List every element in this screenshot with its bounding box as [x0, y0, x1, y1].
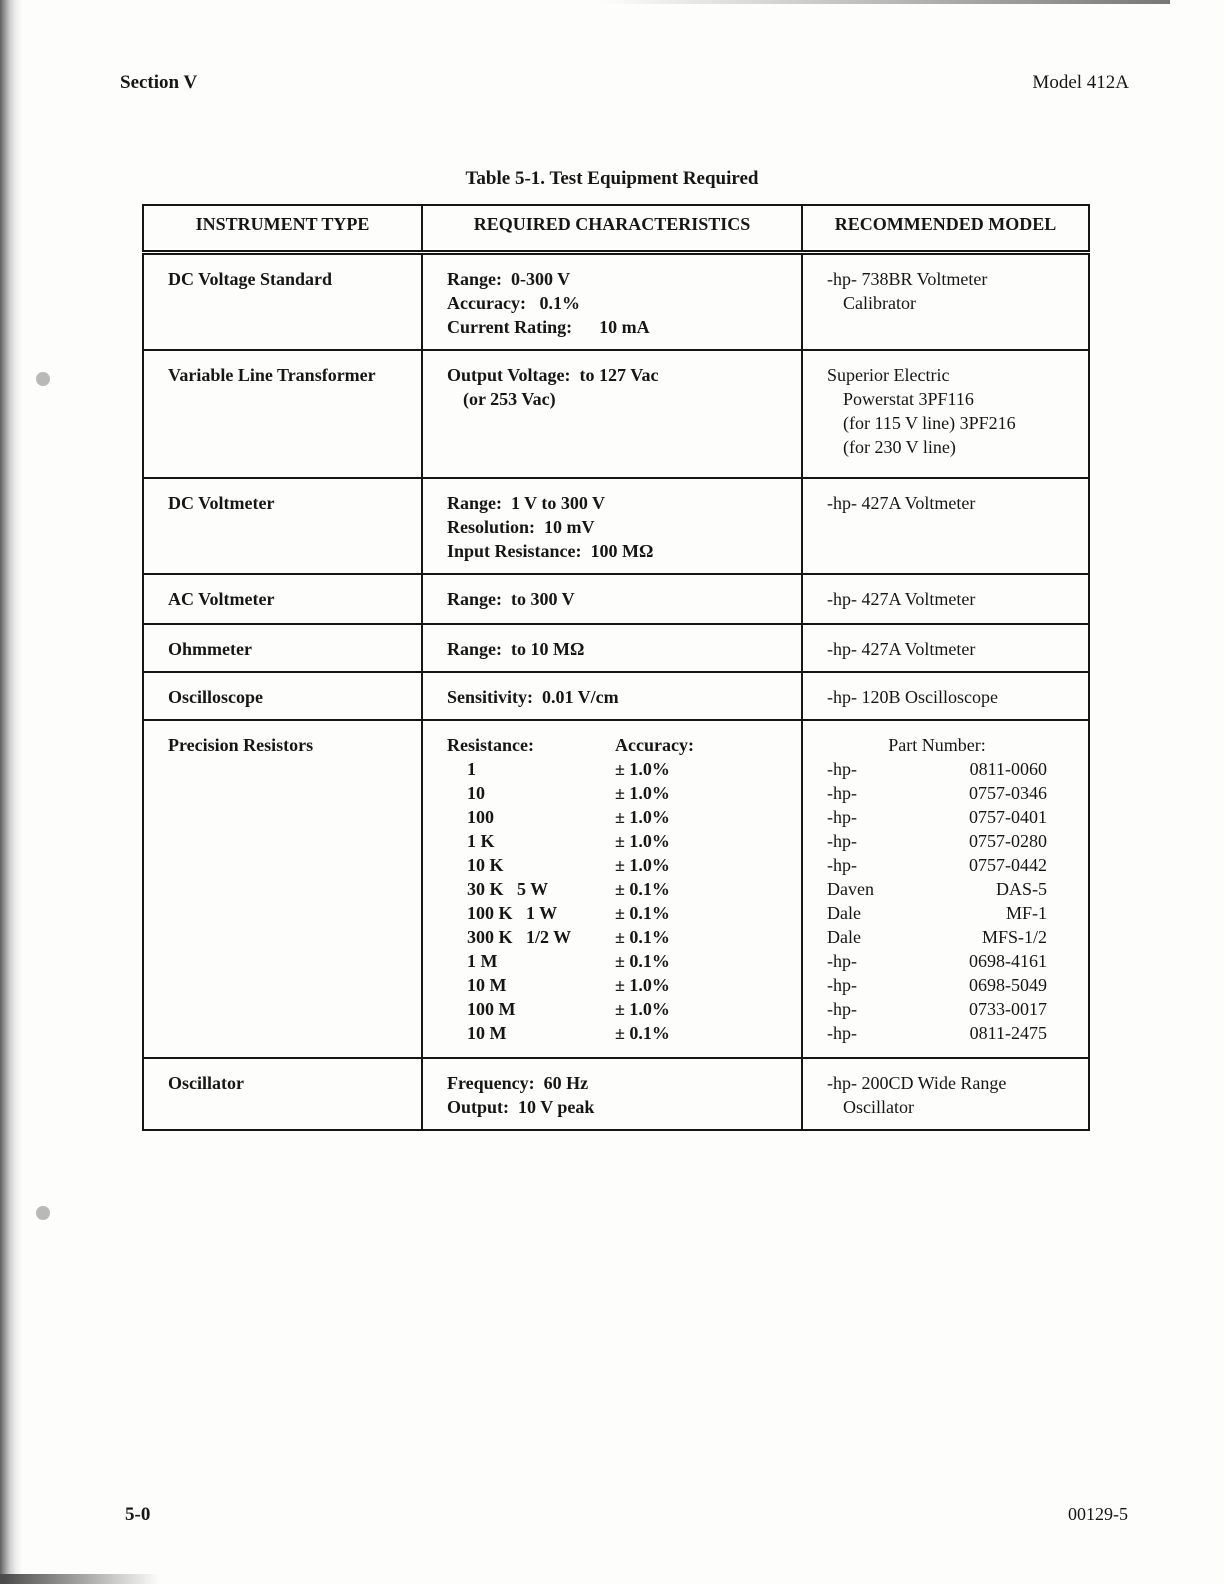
characteristics-cell — [422, 253, 802, 351]
resistance-value: 1 K — [467, 831, 495, 851]
instrument-type-cell: Oscillator — [143, 1058, 422, 1130]
accuracy-value: ± 0.1% — [615, 879, 670, 899]
model-line: Calibrator — [843, 293, 916, 313]
model-label: Model 412A — [1032, 72, 1129, 93]
part-maker: -hp- — [827, 999, 857, 1019]
column-header-recommended-model: RECOMMENDED MODEL — [802, 205, 1089, 253]
resistance-value: 30 K 5 W — [467, 879, 549, 899]
part-maker: -hp- — [827, 831, 857, 851]
table-title: Table 5-1. Test Equipment Required — [465, 168, 759, 189]
table-row — [143, 672, 1089, 720]
resistance-value: 300 K 1/2 W — [467, 927, 572, 947]
test-equipment-table — [142, 204, 1090, 1131]
table-row — [143, 478, 1089, 574]
document-number: 00129-5 — [1068, 1504, 1128, 1524]
accuracy-value: ± 1.0% — [615, 783, 670, 803]
characteristic-line: Output Voltage: to 127 Vac — [447, 365, 659, 385]
model-line: Oscillator — [843, 1097, 914, 1117]
instrument-type-cell: Variable Line Transformer — [143, 350, 422, 478]
characteristic-line: Range: 0-300 V — [447, 269, 571, 289]
part-maker: -hp- — [827, 759, 857, 779]
accuracy-value: ± 1.0% — [615, 759, 670, 779]
scan-top-edge — [600, 0, 1170, 4]
scan-bottom-edge — [0, 1574, 160, 1584]
model-line: -hp- 427A Voltmeter — [827, 639, 976, 659]
characteristics-cell — [422, 720, 802, 1058]
part-maker: Dale — [827, 903, 861, 923]
part-number-value: 0757-0346 — [969, 783, 1047, 803]
instrument-type-cell: Ohmmeter — [143, 624, 422, 672]
table-row — [143, 574, 1089, 624]
accuracy-value: ± 1.0% — [615, 999, 670, 1019]
characteristic-line: Accuracy: 0.1% — [447, 293, 580, 313]
part-maker: -hp- — [827, 807, 857, 827]
resistance-value: 100 M — [467, 999, 516, 1019]
accuracy-value: ± 1.0% — [615, 975, 670, 995]
scan-binding-edge — [0, 0, 22, 1584]
page-number: 5-0 — [125, 1504, 151, 1525]
recommended-model-cell — [802, 720, 1089, 1058]
model-line: -hp- 738BR Voltmeter — [827, 269, 988, 289]
part-number-value: 0733-0017 — [969, 999, 1047, 1019]
resistance-header: Resistance: — [447, 735, 534, 755]
model-line: -hp- 427A Voltmeter — [827, 589, 976, 609]
resistance-value: 1 M — [467, 951, 498, 971]
table-row — [143, 624, 1089, 672]
resistance-value: 10 — [467, 783, 485, 803]
model-line: (for 115 V line) 3PF216 — [843, 413, 1016, 433]
model-line: Superior Electric — [827, 365, 950, 385]
part-number-value: DAS-5 — [995, 879, 1047, 899]
part-maker: -hp- — [827, 951, 857, 971]
characteristic-line: Range: to 10 MΩ — [447, 639, 585, 659]
instrument-type-cell: DC Voltage Standard — [143, 253, 422, 351]
characteristic-line: Current Rating: 10 mA — [447, 317, 650, 337]
part-maker: -hp- — [827, 975, 857, 995]
part-number-value: 0698-4161 — [969, 951, 1047, 971]
accuracy-value: ± 1.0% — [615, 807, 670, 827]
accuracy-value: ± 0.1% — [615, 1023, 670, 1043]
part-number-value: 0757-0401 — [969, 807, 1047, 827]
accuracy-value: ± 0.1% — [615, 951, 670, 971]
characteristic-line: Input Resistance: 100 MΩ — [447, 541, 654, 561]
instrument-type-cell: Precision Resistors — [143, 720, 422, 1058]
characteristics-cell — [422, 350, 802, 478]
punch-hole-mark — [36, 1206, 50, 1220]
model-line: (for 230 V line) — [843, 437, 956, 457]
punch-hole-mark — [36, 372, 50, 386]
characteristics-cell — [422, 1058, 802, 1130]
column-header-required-characteristics: REQUIRED CHARACTERISTICS — [422, 205, 802, 253]
characteristic-line: Range: to 300 V — [447, 589, 575, 609]
recommended-model-cell — [802, 1058, 1089, 1130]
table-row — [143, 253, 1089, 351]
part-number-value: MF-1 — [1005, 903, 1047, 923]
characteristics-cell — [422, 672, 802, 720]
table-row — [143, 350, 1089, 478]
model-line: Powerstat 3PF116 — [843, 389, 974, 409]
part-maker: -hp- — [827, 783, 857, 803]
characteristic-line: Output: 10 V peak — [447, 1097, 595, 1117]
recommended-model-cell — [802, 253, 1089, 351]
part-maker: -hp- — [827, 855, 857, 875]
recommended-model-cell — [802, 478, 1089, 574]
resistor-values-grid — [447, 733, 791, 1045]
characteristic-line: Frequency: 60 Hz — [447, 1073, 589, 1093]
model-line: -hp- 200CD Wide Range — [827, 1073, 1007, 1093]
characteristic-line: Sensitivity: 0.01 V/cm — [447, 687, 619, 707]
resistance-value: 10 K — [467, 855, 504, 875]
accuracy-value: ± 0.1% — [615, 903, 670, 923]
characteristics-cell — [422, 478, 802, 574]
instrument-type-cell: AC Voltmeter — [143, 574, 422, 624]
model-line: -hp- 427A Voltmeter — [827, 493, 976, 513]
table-header-row — [143, 205, 1089, 253]
part-maker: -hp- — [827, 1023, 857, 1043]
characteristic-line: (or 253 Vac) — [463, 389, 556, 409]
part-maker: Dale — [827, 927, 861, 947]
resistance-value: 10 M — [467, 975, 507, 995]
characteristic-line: Resolution: 10 mV — [447, 517, 595, 537]
resistance-value: 100 K 1 W — [467, 903, 558, 923]
table-row — [143, 720, 1089, 1058]
part-maker: Daven — [827, 879, 874, 899]
characteristics-cell — [422, 624, 802, 672]
resistance-value: 100 — [467, 807, 494, 827]
column-header-instrument-type: INSTRUMENT TYPE — [143, 205, 422, 253]
characteristic-line: Range: 1 V to 300 V — [447, 493, 606, 513]
instrument-type-cell: DC Voltmeter — [143, 478, 422, 574]
model-line: -hp- 120B Oscilloscope — [827, 687, 998, 707]
part-number-value: 0757-0280 — [969, 831, 1047, 851]
part-number-header: Part Number: — [888, 735, 986, 755]
part-number-value: 0811-0060 — [969, 759, 1047, 779]
accuracy-value: ± 0.1% — [615, 927, 670, 947]
accuracy-value: ± 1.0% — [615, 831, 670, 851]
table-row — [143, 1058, 1089, 1130]
part-number-value: MFS-1/2 — [981, 927, 1047, 947]
accuracy-value: ± 1.0% — [615, 855, 670, 875]
recommended-model-cell — [802, 350, 1089, 478]
part-number-value: 0811-2475 — [969, 1023, 1047, 1043]
instrument-type-cell: Oscilloscope — [143, 672, 422, 720]
characteristics-cell — [422, 574, 802, 624]
part-number-grid — [827, 733, 1078, 1045]
accuracy-header: Accuracy: — [615, 735, 694, 755]
recommended-model-cell — [802, 624, 1089, 672]
part-number-value: 0698-5049 — [969, 975, 1047, 995]
resistance-value: 1 — [467, 759, 476, 779]
resistance-value: 10 M — [467, 1023, 507, 1043]
recommended-model-cell — [802, 672, 1089, 720]
section-label: Section V — [120, 72, 198, 93]
part-number-value: 0757-0442 — [969, 855, 1047, 875]
recommended-model-cell — [802, 574, 1089, 624]
